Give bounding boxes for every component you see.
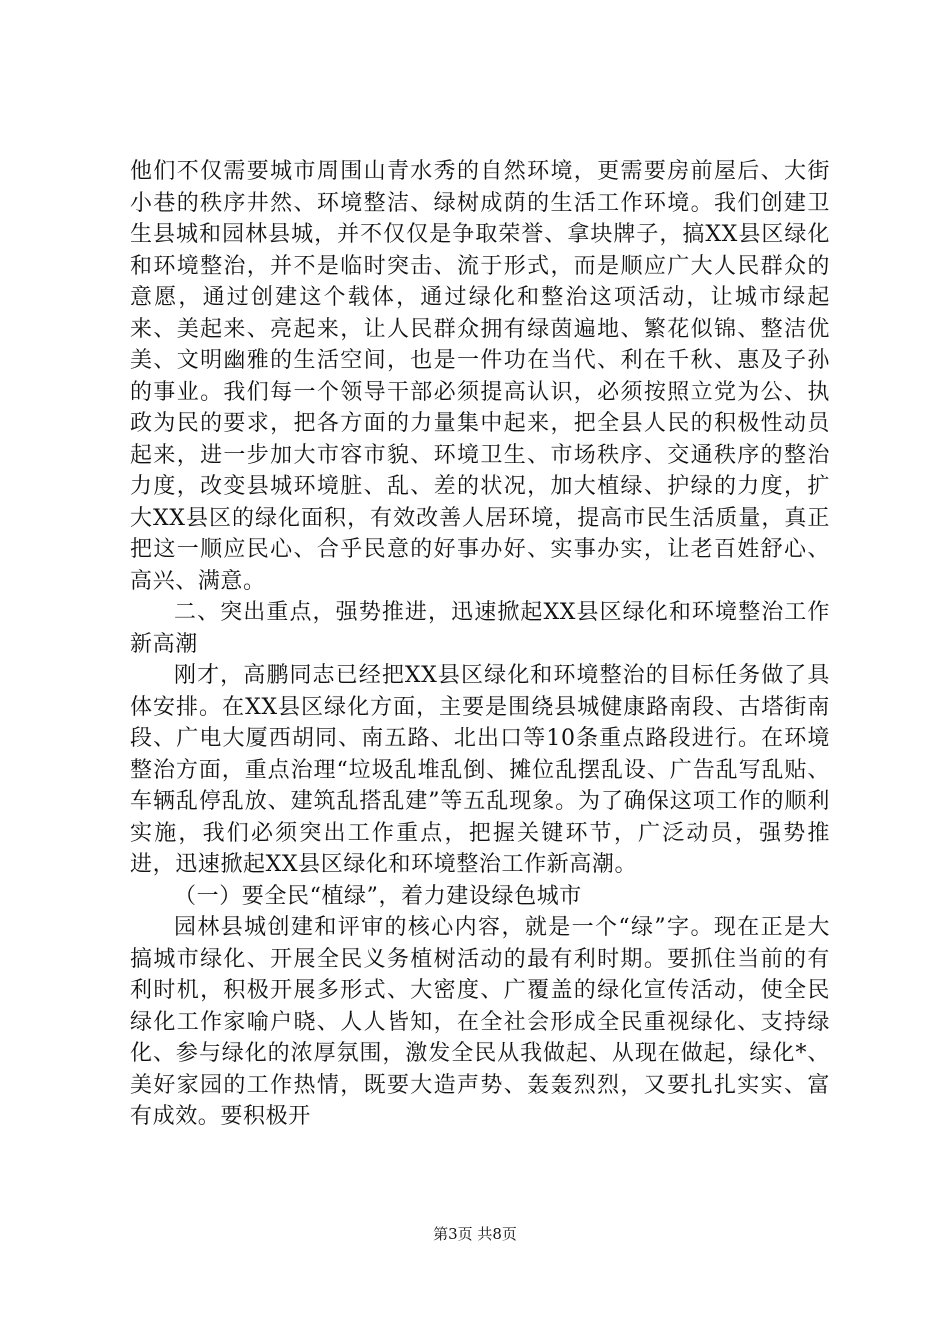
paragraph-greening: 园林县城创建和评审的核心内容，就是一个“绿”字。现在正是大搞城市绿化、开展全民义务植树活动的最有利时期。要抓住当前的有利时机，积极开展多形式、大密度、广覆盖的绿化宣传活动，使全民绿化工作家喻户晓、人人皆知，在全社会形成全民重视绿化、支持绿化、参与绿化的浓厚氛围，激发全民从我做起、从现在做起，绿化*、美好家园的工作热情，既要大造声势、轰轰烈烈，又要扎扎实实、富有成效。要积极开 <box>130 915 830 1129</box>
paragraph-continuation: 他们不仅需要城市周围山青水秀的自然环境，更需要房前屋后、大街小巷的秩序井然、环境整洁、绿树成荫的生活工作环境。我们创建卫生县城和园林县城，并不仅仅是争取荣誉、拿块牌子，搞XX县区绿化和环境整治，并不是临时突击、流于形式，而是顺应广大人民群众的意愿，通过创建这个载体，通过绿化和整治这项活动，让城市绿起来、美起来、亮起来，让人民群众拥有绿茵遍地、繁花似锦、整洁优美、文明幽雅的生活空间，也是一件功在当代、利在千秋、惠及子孙的事业。我们每一个领导干部必须提高认识，必须按照立党为公、执政为民的要求，把各方面的力量集中起来，把全县人民的积极性动员起来，进一步加大市容市貌、环境卫生、市场秩序、交通秩序的整治力度，改变县城环境脏、乱、差的状况，加大植绿、护绿的力度，扩大XX县区的绿化面积，有效改善人居环境，提高市民生活质量，真正把这一顺应民心、合乎民意的好事办好、实事办实，让老百姓舒心、高兴、满意。 <box>130 159 830 594</box>
subsection-heading-one: （一）要全民“植绿”，着力建设绿色城市 <box>174 883 582 909</box>
section-heading-two: 二、突出重点，强势推进，迅速掀起XX县区绿化和环境整治工作新高潮 <box>130 600 830 657</box>
document-body <box>130 156 830 1133</box>
page-number-footer: 第3页 共8页 <box>433 1225 517 1243</box>
paragraph-targets: 刚才，高鹏同志已经把XX县区绿化和环境整治的目标任务做了具体安排。在XX县区绿化方面，主要是围绕县城健康路南段、古塔街南段、广电大厦西胡同、南五路、北出口等10条重点路段进行。在环境整治方面，重点治理“垃圾乱堆乱倒、摊位乱摆乱设、广告乱写乱贴、车辆乱停乱放、建筑乱搭乱建”等五乱现象。为了确保这项工作的顺利实施，我们必须突出工作重点，把握关键环节，广泛动员，强势推进，迅速掀起XX县区绿化和环境整治工作新高潮。 <box>130 663 830 877</box>
